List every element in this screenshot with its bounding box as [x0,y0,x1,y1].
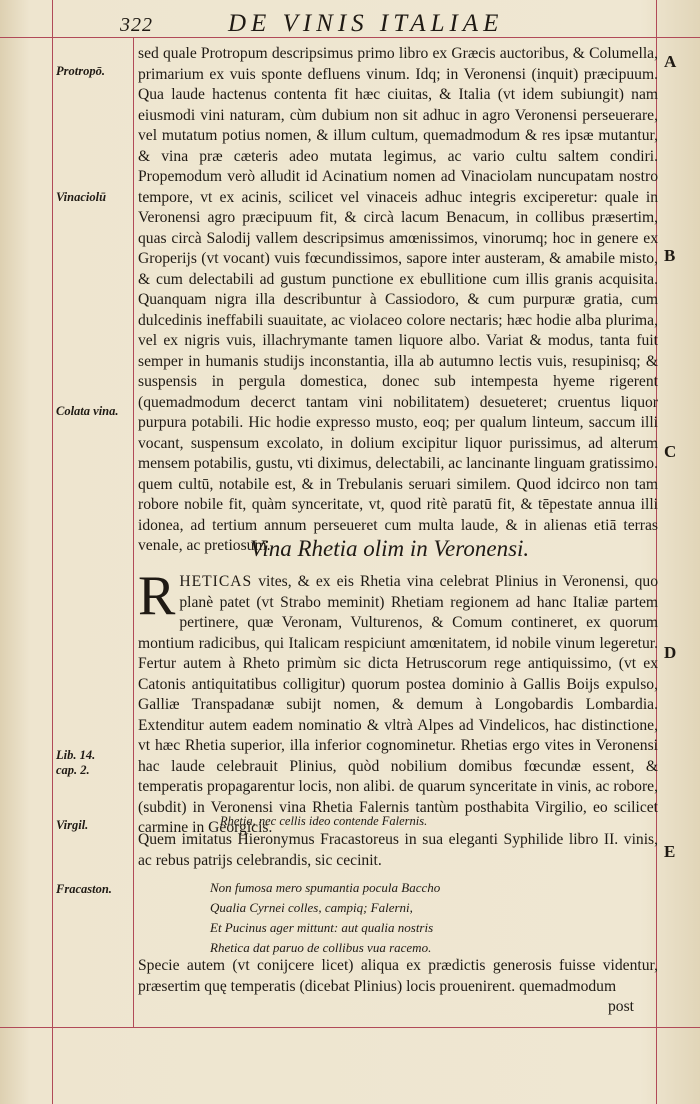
section-letter-a: A [664,52,677,71]
poem-line: Et Pucinus ager mittunt: aut qualia nostris [210,920,434,935]
paragraph-3-text: Quem imitatus Hieronymus Fracastoreus in sua eleganti Syphilide libro II. vinis, ac rebus patrijs celebrandis, sic cecinit. [138,831,658,869]
margin-note-vinaciolu: Vinaciolū [56,190,107,204]
running-title: DE VINIS ITALIAE [228,10,504,37]
margin-note-virgil: Virgil. [56,818,89,832]
paragraph-1-text: sed quale Protropum descripsimus primo libro ex Græcis auctoribus, & Columella, primarium ex vuis sponte defluens vinum. Idq; in Veronensi (inquit) præcipuum. Qua laude hactenus contenta fit hæc ciuitas, & Italia (vt idem subiungit) nam eiusmodi vini naturam, cùm dubium non sit adhuc in agro Veronensi perseuerare, vel mutatum potius nomen, & illum cultum, quemadmodum & res ipsæ mutantur, & vina præ cæteris adeo mutata legimus, ac vario cultu saltem condiri. Propemodum verò alludit id Acinatium nomen ad Vinaciolam nuncupatam nostro tempore, vt ex acinis, scilicet vel vinaceis adhuc integris exciperetur: quale in Veronensi agro præcipuum fit, & circà lacum Benacum, in collibus præsertim, quas circà Salodij vallem descripsimus amœnissimos, vinorumq; hoc in genere ex Groperijs (vt vocant) vuis fœcundissimos, sapore inter austeram, & amabile misto, & cum delectabili ad gustum punctione ex ebullitione cum illis granis acquisita. Quanquam nigra illa describuntur à Cassiodoro, & cum purpuræ gratia, cum dulcedinis ineffabili suauitate, ac violaceo colore nectaris; hæc hodie alba plurima, vel ex nigris vuis, illachrymante tamen liquore albo. Variat & modus, tanta fuit semper in humanis studijs inconstantia, illa ab autumno lectis vuis, resupinisq; & suspensis in pergula domestica, donec sub intempesta hyeme rigerent (quemadmodum decerct tantam vini nobilitatem) desueteret; cruentus liquor purpura potabili. Hic hodie expresso musto, eoq; per qualum linteum, saccum illi vocant, suspensum excolato, in dolium excipitur liquor purissimus, ad alterum mensem potabilis, gustu, vti diximus, delectabili, ac lancinante linguam gratissimo. quem cultū, notabile est, & in Trebulanis seruari similem. Quod idcirco non tam robore nobile fit, quàm synceritate, vt, quod ritè paratū fit, & tēpestate annua illi idonea, ad tertium annum perseueret cum multa laude, & in alienas etiā terras venale, ac pretiosum. [138,45,658,554]
inner-margin-rule [133,37,134,1027]
margin-note-colata-vina: Colata vina. [56,404,119,418]
paragraph-4-text: Specie autem (vt conijcere licet) aliqua ex prædictis generosis fuisse videntur, præsertim quę temperatis (dicebat Plinius) locis prouenirent. quemadmodum [138,957,658,995]
drop-cap: R [138,565,176,627]
section-letter-c: C [664,442,677,461]
paragraph-2-text: vites, & ex eis Rhetia vina celebrat Plinius in Veronensi, quo planè patet (vt Strabo meminit) Rhetiam regionem ad hanc Italiæ partem pertinere, quæ Veronam, Vulturenos, & Comum contineret, ex quorum montium radicibus, qui Italicam respiciunt amœnitatem, id nobile vinum legeretur. Fertur autem à Rheto primùm sic dicta Hetruscorum rege antiquissimo, (vt ex Catonis antiquitatibus colligitur) quorum postea dominio à Gallis Boijs expulso, Galliæ Transpadanæ subijt nomen, & demum à Longobardis Lombardia. Extenditur autem eadem nominatio & vltrà Alpes ad Vindelicos, hac distinctione, vt hæc Rhetia superior, illa inferior cognominetur. Rhetias ergo vites in Veronensi hac laude celebrauit Plinius, quòd nobilium domibus fœcundæ essent, & temperatis propagarentur locis, non alibi. de quarum synceritate in vinis, ac robore, (subdit) in Veronensi vina Rhetia Falernis tantùm posthabita Virgilio, eo scilicet carmine in Georgicis. [138,573,658,836]
margin-note-protropo: Protropō. [56,64,105,78]
virgil-quote: Rhetia, nec cellis ideo contende Falernis. [220,814,428,828]
section-letter-b: B [664,246,676,265]
footer-rule [0,1027,700,1028]
poem-line: Qualia Cyrnei colles, campiq; Falerni, [210,900,413,915]
paragraph-specie [138,956,658,997]
paragraph-rhetia [138,565,658,839]
catchword: post [608,998,634,1015]
poem [210,878,440,958]
poem-line: Non fumosa mero spumantia pocula Baccho [210,880,441,895]
margin-note-lib-cap: Lib. 14. cap. 2. [56,748,96,777]
left-margin-rule [52,0,53,1104]
section-letter-d: D [664,643,677,662]
paragraph-protropum [138,44,658,557]
paragraph-2 [138,565,658,839]
paragraph-2-lead: HETICAS [179,573,253,590]
margin-note-fracaston: Fracaston. [56,882,112,896]
paragraph-fracastoreus [138,830,658,871]
section-heading: Vina Rhetia olim in Veronensi. [250,536,530,561]
page-number: 322 [120,14,153,36]
section-letter-e: E [664,842,676,861]
poem-line: Rhetica dat paruo de collibus vua racemo. [210,940,432,955]
